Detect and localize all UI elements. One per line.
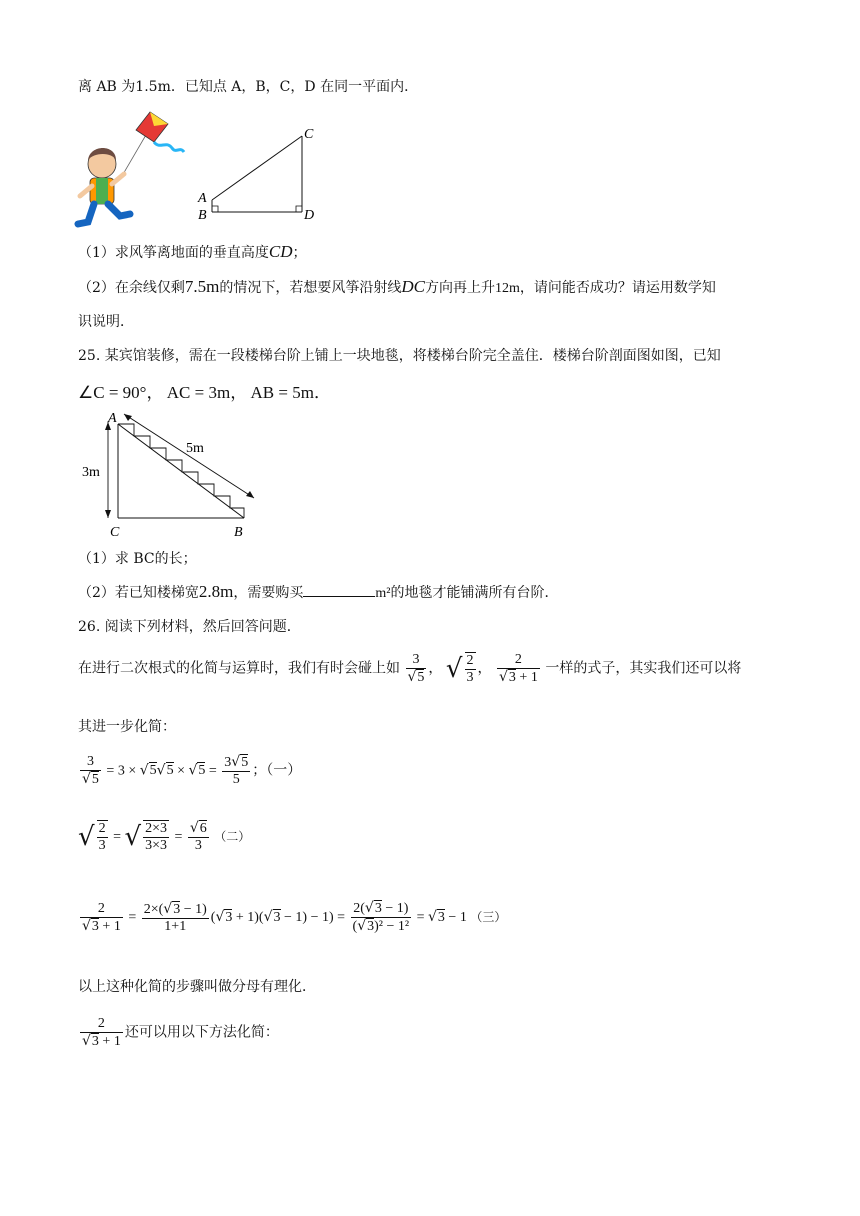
- stairs-label-b: B: [234, 525, 243, 540]
- q26-conclusion: 以上这种化简的步骤叫做分母有理化．: [78, 979, 316, 995]
- kite-geometry-figure: [190, 120, 330, 230]
- q25-part2: （2）若已知楼梯宽2.8m，需要购买 m²的地毯才能铺满所有台阶．: [78, 582, 559, 601]
- stairs-label-c: C: [110, 525, 120, 540]
- q26-line1: 在进行二次根式的化简与运算时，我们有时会碰上如 $\frac{3}{√5}$ ， √ $\frac{2}{3}$ ， $\frac{2}{√3 + 1}$ 一样的式子，其实我们还可以将: [78, 652, 742, 686]
- equation-3: $\frac{2}{√3 + 1}$ = $\frac{2\times(√3 - 1)}{1+1}$ (√3 + 1)(√3 − 1) − 1) = $\frac{2(√3 - 1)}{\text{(√3)² − 1²}}$ = √3 − 1 （三）: [82, 900, 507, 935]
- stairs-label-ac: 3m: [82, 465, 100, 480]
- q26-intro: 26. 阅读下列材料，然后回答问题．: [78, 619, 301, 635]
- expr-3-over-sqrt5: $\frac{3}{√5}$: [407, 652, 425, 686]
- label-b: B: [198, 208, 207, 223]
- stairs-label-ab: 5m: [186, 441, 204, 456]
- q25-conditions: ∠C = 90°， AC = 3m， AB = 5m．: [78, 383, 331, 402]
- stairs-label-a: A: [108, 411, 117, 426]
- label-c: C: [304, 127, 314, 142]
- answer-blank[interactable]: [303, 584, 375, 597]
- q25-part1: （1）求 BC的长；: [78, 551, 197, 567]
- kite-boy-illustration: [72, 104, 188, 230]
- q24-part1: （1）求风筝离地面的垂直高度CD；: [78, 242, 307, 261]
- equation-2: √ $\frac{2}{3}$ = √ $\frac{2\times 3}{3\times 3}$ = $\frac{√6}{3}$ （二）: [78, 820, 251, 854]
- label-d: D: [304, 208, 315, 223]
- q25-text: 25. 某宾馆装修，需在一段楼梯台阶上铺上一块地毯，将楼梯台阶完全盖住．楼梯台阶剖面图如图，已知: [78, 348, 721, 364]
- label-a: A: [198, 191, 207, 206]
- equation-1: $\frac{3}{√5}$ = 3 × √5√5 × √5 = $\frac{3√5}{5}$ ；（一）: [82, 754, 302, 788]
- intro-line: 离 AB 为1.5m．已知点 A，B，C，D 在同一平面内．: [78, 79, 419, 95]
- expr-sqrt-2-3: $\frac{2}{3}$: [466, 653, 474, 686]
- q26-last: $\frac{2}{√3 + 1}$ 还可以用以下方法化简：: [82, 1016, 279, 1050]
- stairs-figure: [78, 408, 268, 540]
- q24-part2: （2）在余线仅剩7.5m的情况下，若想要风筝沿射线DC方向再上升12m，请问能否成功？请运用数学知: [78, 277, 716, 296]
- q24-part2-cont: 识说明．: [78, 314, 134, 330]
- q26-line2: 其进一步化简：: [78, 719, 176, 735]
- expr-2-over-sqrt3-plus1: $\frac{2}{√3 + 1}$: [499, 652, 538, 686]
